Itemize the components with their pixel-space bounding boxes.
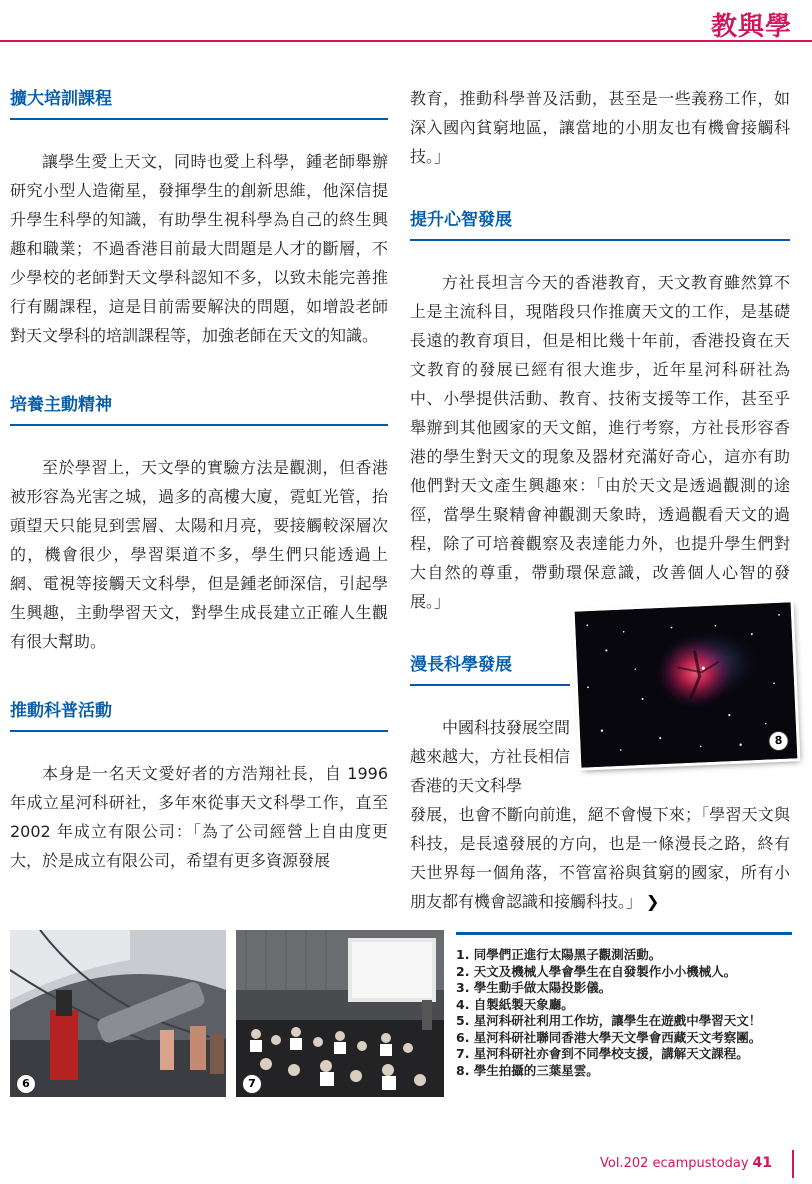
right-column (410, 84, 790, 916)
section-paragraph: 本身是一名天文愛好者的方浩翔社長，自 1996 年成立星河科研社，多年來從事天文科學工作，直至 2002 年成立有限公司：「為了公司經營上自由度更大，於是成立有限公司，希望有更多資源發展 (10, 764, 388, 870)
dome-telescope-image (10, 930, 226, 1097)
section-paragraph-continued (410, 800, 790, 916)
article-end-mark: ❯ (646, 892, 660, 911)
page-footer (600, 1155, 772, 1171)
section-heading: 漫長科學發展 (410, 650, 570, 686)
section-heading: 推動科普活動 (10, 696, 388, 732)
caption-item: 5. 星河科研社利用工作坊，讓學生在遊戲中學習天文！ (456, 1013, 762, 1028)
photo-number-badge: 6 (16, 1074, 36, 1094)
caption-item: 1. 同學們正進行太陽黑子觀測活動。 (456, 947, 662, 962)
caption-item: 7. 星河科研社亦會到不同學校支援，講解天文課程。 (456, 1046, 749, 1061)
issue-label: Vol.202 ecampustoday (599, 1156, 749, 1171)
section-paragraph: 讓學生愛上天文，同時也愛上科學，鍾老師舉辦研究小型人造衛星，發揮學生的創新思維，他深信提升學生科學的知識，有助學生視科學為自己的終生興趣和職業；不過香港目前最大問題是人才的斷層，不少學校的老師對天文學科認知不多，以致未能完善推行有關課程，這是目前需要解決的問題，如增設老師對天文學科的培訓課程等，加強老師在天文的知識。 (10, 152, 388, 345)
lecture-hall-photo (236, 930, 444, 1097)
page-number: 41 (752, 1155, 772, 1171)
section-heading: 培養主動精神 (10, 390, 388, 426)
caption-item: 8. 學生拍攝的三葉星雲。 (456, 1062, 599, 1078)
section-paragraph-wrapped: 中國科技發展空間越來越大，方社長相信香港的天文科學 (410, 718, 571, 795)
observatory-dome-photo (10, 930, 226, 1097)
photo-number-badge: 7 (242, 1074, 262, 1094)
nebula-photo (575, 602, 798, 767)
left-column (10, 84, 388, 875)
section-heading: 提升心智發展 (410, 205, 790, 241)
trifid-nebula-image (575, 602, 798, 767)
caption-item: 4. 自製紙製天象廳。 (456, 996, 574, 1012)
lecture-hall-image (236, 930, 444, 1097)
caption-item: 3. 學生動手做太陽投影儀。 (456, 980, 612, 995)
section-heading: 擴大培訓課程 (10, 84, 388, 120)
section-brand-title: 教與學 (710, 12, 792, 42)
continued-paragraph: 教育，推動科學普及活動，甚至是一些義務工作，如深入國內貧窮地區，讓當地的小朋友也有機會接觸科技。」 (410, 89, 790, 166)
footer-divider (792, 1150, 794, 1178)
caption-item: 6. 星河科研社聯同香港大學天文學會西藏天文考察團。 (456, 1029, 762, 1045)
section-paragraph: 方社長坦言今天的香港教育，天文教育雖然算不上是主流科目，現階段只作推廣天文的工作，是基礎長遠的教育項目，但是相比幾十年前，香港投資在天文教育的發展已經有很大進步，近年星河科研社為中、小學提供活動、教育、技術支援等工作，甚至乎舉辦到其他國家的天文館，進行考察，方社長形容香港的學生對天文的現象及器材充滿好奇心，這亦有助他們對天文產生興趣來：「由於天文是透過觀測的途徑，當學生聚精會神觀測天象時，透過觀看天文的過程，除了可培養觀察及表達能力外，也提升學生們對大自然的尊重，帶動環保意識，改善個人心智的發展。」 (410, 273, 790, 611)
section-paragraph: 至於學習上，天文學的實驗方法是觀測，但香港被形容為光害之城，過多的高樓大廈，霓虹光管，抬頭望天只能見到雲層、太陽和月亮，要接觸較深層次的，機會很少，學習渠道不多，學生們只能透過上網、電視等接觸天文科學，但是鍾老師深信，引起學生興趣，主動學習天文，對學生成長建立正確人生觀有很大幫助。 (10, 458, 388, 651)
photo-number-badge: 8 (768, 731, 789, 752)
header-rule (0, 40, 812, 42)
photo-captions (456, 932, 792, 1079)
caption-item: 2. 天文及機械人學會學生在自發製作小小機械人。 (456, 963, 737, 979)
paragraph-text: 發展，也會不斷向前進，絕不會慢下來；「學習天文與科技，是長遠發展的方向，也是一條漫長之路，終有天世界每一個角落，不管富裕與貧窮的國家，所有小朋友都有機會認識和接觸科技。」 (410, 805, 790, 911)
